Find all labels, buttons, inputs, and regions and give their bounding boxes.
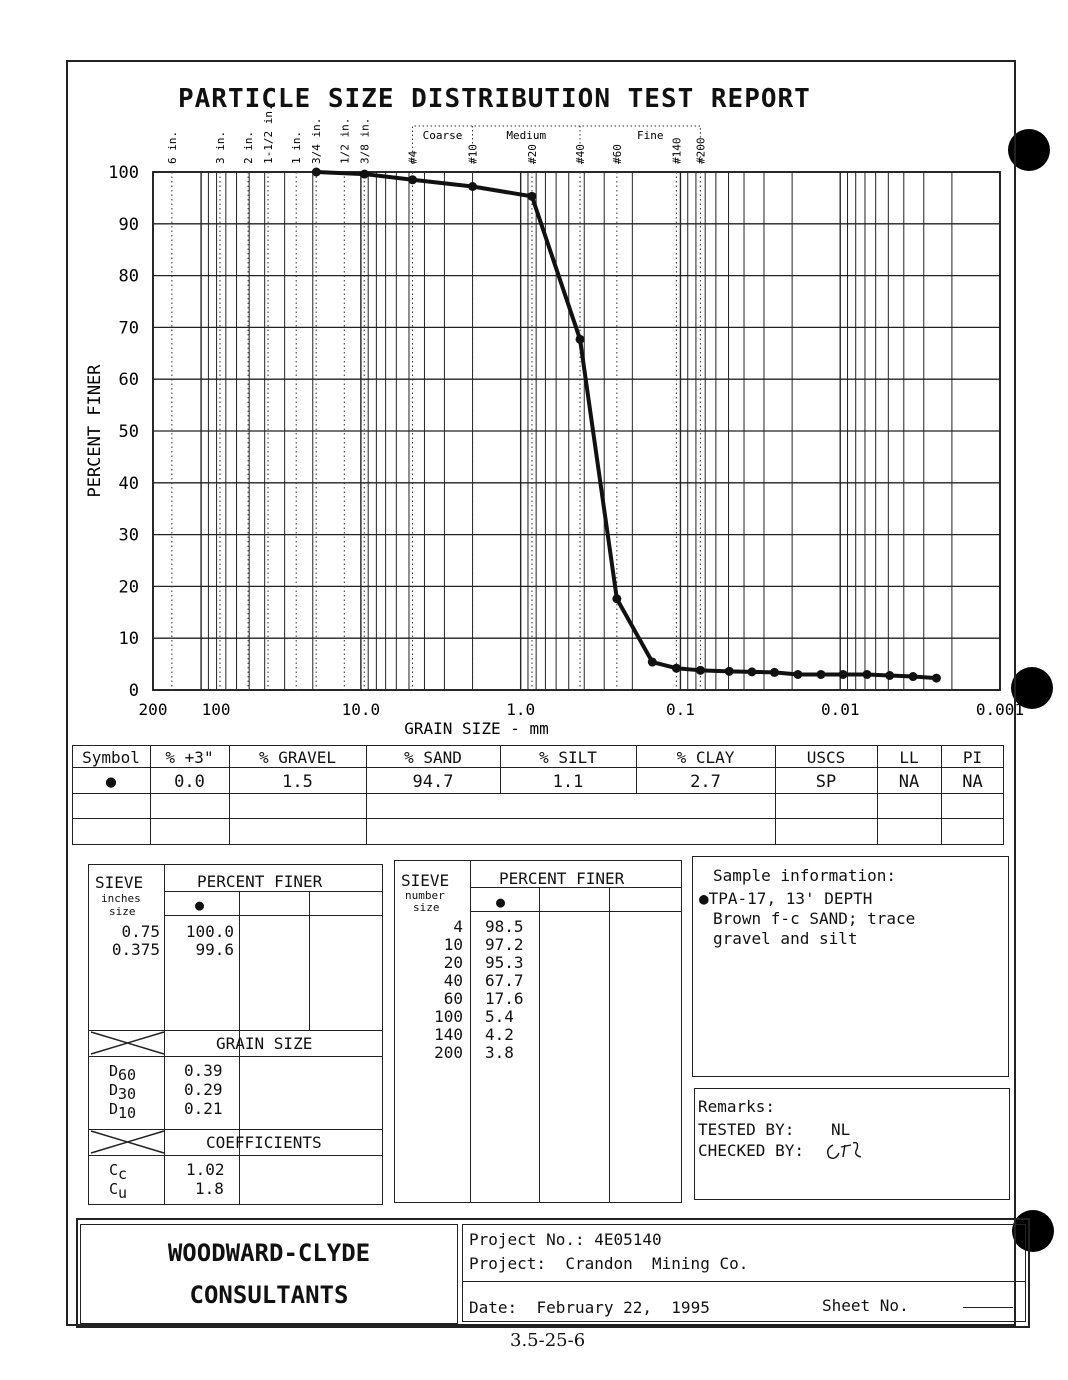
data-point: [725, 667, 734, 676]
sieve-label: 3/4 in.: [310, 117, 324, 164]
x-tick-label: 0.001: [975, 700, 1025, 719]
page-number: 3.5-25-6: [510, 1330, 586, 1351]
data-point: [747, 667, 756, 676]
sieve-label: #10: [466, 144, 480, 164]
sample-info-line3: gravel and silt: [713, 929, 858, 948]
data-point: [885, 671, 894, 680]
date-value: February 22, 1995: [536, 1298, 710, 1317]
y-tick-label: 90: [118, 214, 139, 235]
project-box: [462, 1224, 1026, 1322]
y-tick-label: 10: [118, 629, 139, 650]
summary-header-3: % SAND: [404, 748, 462, 767]
sieve-number-finer-header: PERCENT FINER: [499, 869, 625, 888]
sample-info-heading: Sample information:: [713, 866, 897, 885]
summary-header-4: % SILT: [539, 748, 597, 767]
cc-value: 1.02: [186, 1160, 225, 1179]
project-value: Crandon Mining Co.: [565, 1254, 749, 1273]
sieve-number-size-8: 200: [434, 1043, 463, 1062]
sieve-inches-size-2: 0.375: [111, 940, 160, 959]
data-point: [770, 668, 779, 677]
cross-mark-icon-2: [89, 1129, 166, 1155]
data-point: [793, 670, 802, 679]
sieve-number-value-1: 98.5: [485, 917, 524, 936]
data-point: [468, 182, 477, 191]
sieve-label: #60: [610, 144, 624, 164]
d60-label: $D_{60}$: [109, 1062, 137, 1084]
data-point: [862, 670, 871, 679]
cu-value: 1.8: [195, 1179, 224, 1198]
d30-value: 0.29: [184, 1080, 223, 1099]
sieve-label: #140: [670, 137, 684, 164]
x-tick-label: 0.01: [820, 700, 860, 719]
summary-value-7: NA: [898, 772, 920, 792]
summary-header-2: % GRAVEL: [258, 748, 337, 767]
project-no-label: Project No.:: [469, 1230, 585, 1249]
sieve-number-size-7: 140: [434, 1025, 463, 1044]
summary-value-2: 1.5: [282, 772, 313, 792]
company-name-line2: CONSULTANTS: [189, 1281, 349, 1309]
sieve-inches-sub2: size: [109, 905, 136, 918]
sieve-label: 3 in.: [213, 130, 227, 164]
sieve-number-size-3: 20: [443, 953, 463, 972]
sieve-number-size-2: 10: [443, 935, 463, 954]
coefficients-header: COEFFICIENTS: [206, 1133, 322, 1152]
sieve-inches-symbol: ●: [195, 896, 205, 914]
summary-value-0: ●: [105, 772, 117, 792]
sieve-inches-header: SIEVE: [95, 873, 144, 892]
sieve-number-value-3: 95.3: [485, 953, 524, 972]
sieve-label: 2 in.: [242, 130, 256, 164]
y-tick-label: 100: [108, 163, 139, 183]
sand-class-label: Fine: [636, 129, 664, 142]
date-line: [469, 1298, 710, 1317]
tested-by-value: NL: [831, 1120, 851, 1139]
sheet-label: Sheet No.: [822, 1296, 909, 1315]
sample-info-line1: ●TPA-17, 13' DEPTH: [699, 889, 873, 908]
tested-by-label: TESTED BY:: [698, 1120, 795, 1139]
x-axis-label: GRAIN SIZE - mm: [404, 719, 549, 738]
sample-info-box: [692, 856, 1009, 1077]
data-point: [816, 670, 825, 679]
sieve-number-value-8: 3.8: [485, 1043, 514, 1062]
x-tick-label: 200: [138, 700, 168, 719]
sieve-inches-value-2: 99.6: [195, 940, 234, 959]
sieve-number-value-5: 17.6: [485, 989, 524, 1008]
sieve-number-sub2: size: [413, 901, 440, 914]
date-label: Date:: [469, 1298, 518, 1317]
y-tick-label: 80: [118, 266, 139, 287]
project-no-line: [469, 1230, 662, 1249]
sieve-inches-table: [88, 864, 383, 1205]
y-tick-label: 40: [118, 473, 139, 494]
company-box: [80, 1224, 458, 1324]
y-tick-label: 50: [118, 422, 139, 442]
data-point: [408, 175, 417, 184]
sieve-number-value-4: 67.7: [485, 971, 524, 990]
remarks-heading: Remarks:: [698, 1097, 776, 1116]
sieve-label: 6 in.: [165, 130, 179, 164]
project-label: Project:: [469, 1254, 547, 1273]
y-axis-label: PERCENT FINER: [85, 364, 105, 498]
data-point: [672, 664, 681, 673]
d30-label: $D_{30}$: [109, 1081, 137, 1103]
sieve-number-value-2: 97.2: [485, 935, 524, 954]
data-point: [909, 672, 918, 681]
summary-value-5: 2.7: [690, 772, 721, 792]
sand-class-label: Medium: [506, 129, 547, 142]
report-title: PARTICLE SIZE DISTRIBUTION TEST REPORT: [178, 84, 811, 114]
remarks-box: [694, 1088, 1010, 1200]
sieve-label: 1-1/2 in.: [262, 104, 276, 164]
sample-info-line2: Brown f-c SAND; trace: [713, 909, 916, 928]
summary-header-7: LL: [899, 748, 919, 767]
y-tick-label: 30: [118, 525, 139, 546]
sieve-number-size-4: 40: [443, 971, 463, 990]
sieve-label: 3/8 in.: [358, 117, 372, 164]
x-tick-label: 1.0: [506, 700, 536, 719]
d60-value: 0.39: [184, 1061, 223, 1080]
data-point: [360, 170, 369, 179]
y-tick-label: 60: [118, 370, 139, 391]
data-point: [648, 658, 657, 667]
sieve-number-value-6: 5.4: [485, 1007, 514, 1026]
summary-header-1: % +3": [165, 748, 214, 767]
cc-label: $C_c$: [109, 1161, 128, 1183]
sieve-number-table: [394, 860, 682, 1203]
sand-class-label: Coarse: [422, 129, 463, 142]
sieve-label: 1 in.: [290, 130, 304, 164]
sample-symbol: ●: [699, 889, 709, 908]
summary-value-6: SP: [815, 772, 837, 792]
summary-header-5: % CLAY: [676, 748, 735, 767]
d10-value: 0.21: [184, 1099, 223, 1118]
sieve-number-size-6: 100: [434, 1007, 463, 1026]
x-tick-label: 0.1: [665, 700, 695, 719]
sieve-number-size-5: 60: [443, 989, 463, 1008]
sieve-label: #20: [525, 144, 539, 164]
sieve-number-size-1: 4: [453, 917, 463, 936]
x-tick-label: 100: [201, 700, 231, 719]
checked-by-label: CHECKED BY:: [698, 1141, 804, 1160]
d10-label: $D_{10}$: [109, 1100, 137, 1122]
data-point: [612, 594, 621, 603]
data-point: [839, 670, 848, 679]
sieve-inches-finer-header: PERCENT FINER: [197, 872, 323, 891]
summary-value-3: 94.7: [412, 772, 454, 792]
grain-size-header: GRAIN SIZE: [216, 1034, 313, 1053]
checked-by-signature: [823, 1137, 873, 1163]
sieve-label: #200: [694, 137, 708, 164]
x-tick-label: 10.0: [341, 700, 381, 719]
data-point: [932, 674, 941, 683]
company-name-line1: WOODWARD-CLYDE: [167, 1239, 371, 1267]
data-point: [527, 192, 536, 201]
cu-label: $C_u$: [109, 1180, 128, 1202]
sieve-label: #40: [574, 144, 588, 164]
sieve-number-symbol: ●: [496, 893, 506, 911]
data-point: [576, 335, 585, 344]
data-point: [312, 168, 321, 177]
y-tick-label: 0: [128, 681, 139, 701]
cross-mark-icon: [89, 1030, 166, 1056]
sieve-number-value-7: 4.2: [485, 1025, 514, 1044]
y-tick-label: 20: [118, 577, 139, 598]
summary-header-8: PI: [962, 748, 983, 767]
summary-table: [72, 745, 1004, 845]
summary-header-0: Symbol: [82, 748, 140, 767]
project-no-value: 4E05140: [594, 1230, 662, 1249]
sieve-label: 1/2 in.: [338, 117, 352, 164]
sieve-inches-size-1: 0.75: [121, 922, 160, 941]
summary-header-6: USCS: [806, 748, 846, 767]
y-tick-label: 70: [118, 318, 139, 339]
sieve-number-sub1: number: [405, 889, 445, 902]
summary-value-1: 0.0: [174, 772, 205, 792]
grain-size-chart: [66, 104, 1025, 740]
summary-value-4: 1.1: [552, 772, 584, 792]
sieve-inches-value-1: 100.0: [185, 922, 234, 941]
sieve-inches-sub1: inches: [101, 892, 141, 905]
project-line: [469, 1254, 748, 1273]
data-point: [696, 666, 705, 675]
sieve-label: #4: [406, 150, 420, 164]
summary-value-8: NA: [962, 772, 983, 792]
sieve-number-header: SIEVE: [401, 871, 450, 890]
